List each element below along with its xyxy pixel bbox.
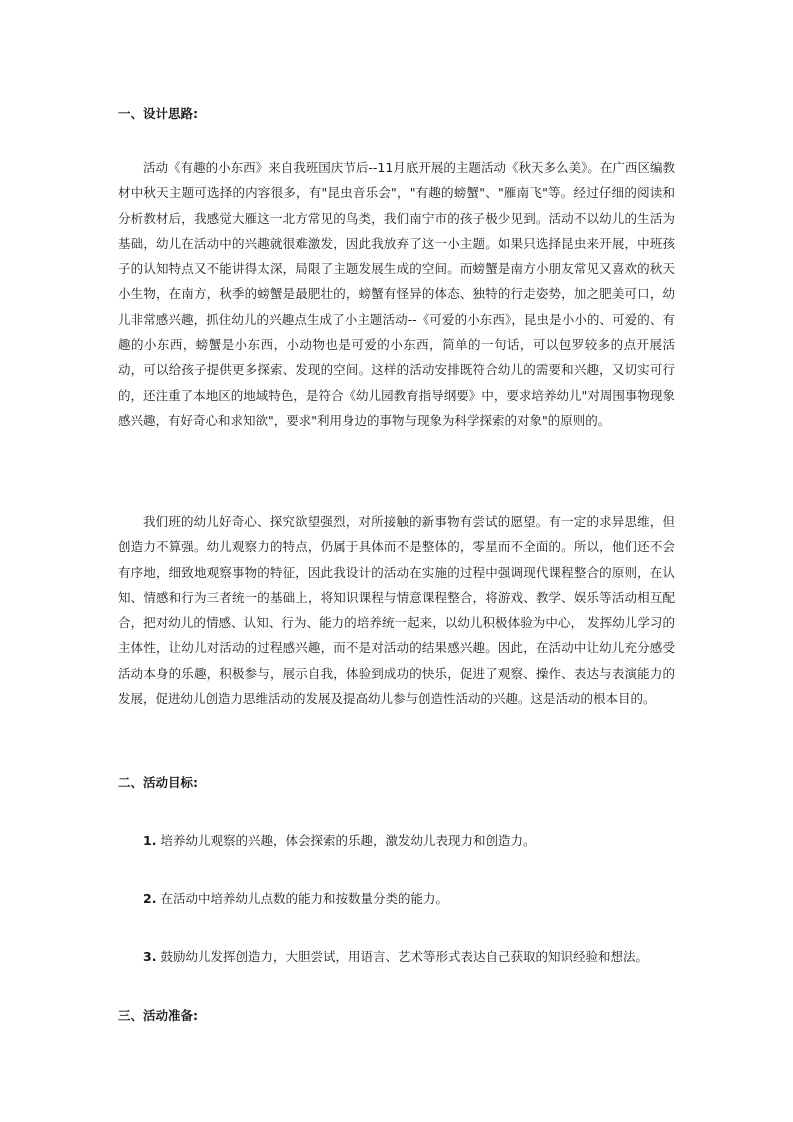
section-heading-design: 一、设计思路: (118, 106, 198, 121)
paragraph-design-1: 活动《有趣的小东西》来自我班国庆节后--11月底开展的主题活动《秋天多么美》。在广西区编教材中秋天主题可选择的内容很多，有"昆虫音乐会"，"有趣的螃蟹"、"雁南飞"等。经过仔细的阅读和分析教材后，我感觉大雁这一北方常见的鸟类，我们南宁市的孩子极少见到。活动不以幼儿的生活为基础，幼儿在活动中的兴趣就很难激发，因此我放弃了这一小主题。如果只选择昆虫来开展，中班孩子的认知特点又不能讲得太深，局限了主题发展生成的空间。而螃蟹是南方小朋友常见又喜欢的秋天小生物，在南方，秋季的螃蟹是最肥壮的，螃蟹有怪异的体态、独特的行走姿势，加之肥美可口，幼儿非常感兴趣，抓住幼儿的兴趣点生成了小主题活动--《可爱的小东西》，昆虫是小小的、可爱的、有趣的小东西，螃蟹是小东西，小动物也是可爱的小东西，简单的一句话，可以包罗较多的点开展活动，可以给孩子提供更多探索、发现的空间。这样的活动安排既符合幼儿的需要和兴趣，又切实可行的，还注重了本地区的地域特色，是符合《幼儿园教育指导纲要》中，要求培养幼儿"对周围事物现象感兴趣，有好奇心和求知欲"，要求"利用身边的事物与现象为科学探索的对象"的原则的。 (118, 160, 675, 428)
paragraph-design-2: 我们班的幼儿好奇心、探究欲望强烈，对所接触的新事物有尝试的愿望。有一定的求异思维，但创造力不算强。幼儿观察力的特点，仍属于具体而不是整体的，零星而不全面的。所以，他们还不会有序地，细致地观察事物的特征，因此我设计的活动在实施的过程中强调现代课程整合的原则，在认知、情感和行为三者统一的基础上，将知识课程与情意课程整合，将游戏、教学、娱乐等活动相互配合，把对幼儿的情感、认知、行为、能力的培养统一起来，以幼儿积极体验为中心， 发挥幼儿学习的主体性，让幼儿对活动的过程感兴趣，而不是对活动的结果感兴趣。因此，在活动中让幼儿充分感受活动本身的乐趣，积极参与，展示自我，体验到成功的快乐，促进了观察、操作、表达与表演能力的发展，促进幼儿创造力思维活动的发展及提高幼儿参与创造性活动的兴趣。这是活动的根本目的。 (118, 514, 675, 707)
goal-number: 1. (143, 833, 157, 848)
goal-item-2 (143, 889, 683, 907)
goal-number: 2. (143, 891, 157, 906)
goal-text: 在活动中培养幼儿点数的能力和按数量分类的能力。 (160, 891, 448, 906)
goal-item-1 (143, 831, 683, 849)
goal-number: 3. (143, 949, 157, 964)
section-heading-goals: 二、活动目标: (118, 775, 198, 790)
goal-text: 鼓励幼儿发挥创造力，大胆尝试，用语言、艺术等形式表达自己获取的知识经验和想法。 (160, 949, 648, 964)
goal-text: 培养幼儿观察的兴趣，体会探索的乐趣，激发幼儿表现力和创造力。 (160, 833, 536, 848)
section-heading-prep: 三、活动准备: (118, 1008, 198, 1023)
goal-item-3 (143, 947, 683, 965)
